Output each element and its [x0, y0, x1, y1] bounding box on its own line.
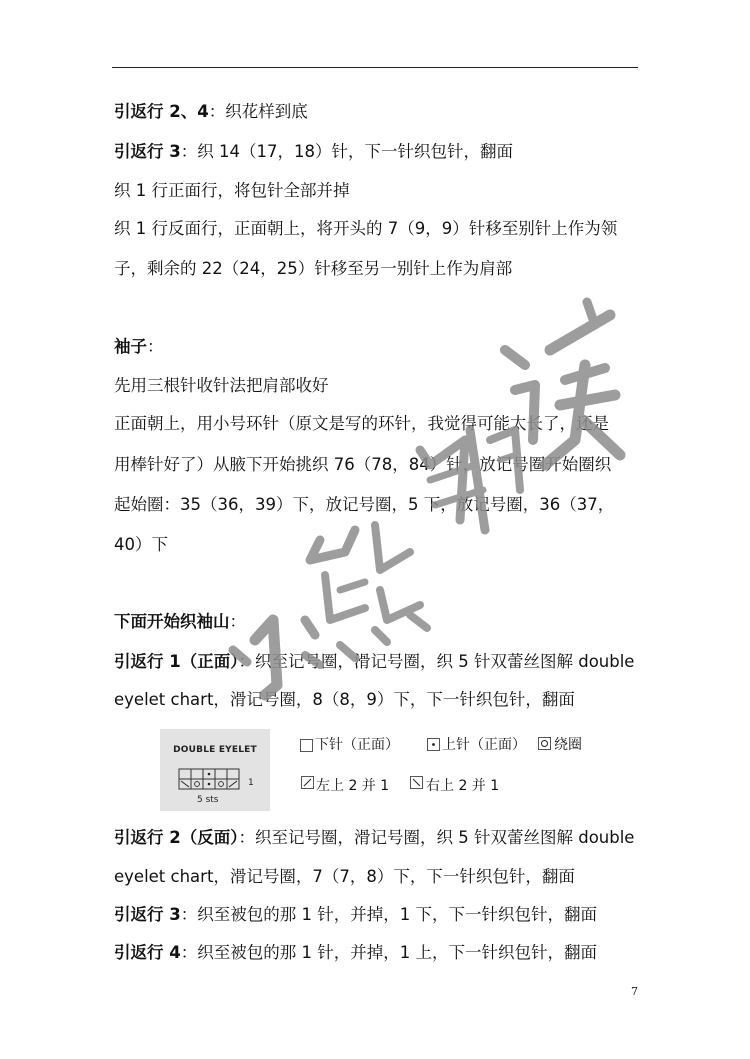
- line-text: 40）下: [114, 535, 168, 554]
- double-eyelet-chart: [160, 729, 270, 811]
- text-line-10: [114, 494, 614, 516]
- text-line-16: [114, 866, 575, 888]
- line-text: ：: [147, 337, 164, 356]
- line-text: 用棒针好了）从腋下开始挑织 76（78，84）针，放记号圈开始圈织: [114, 455, 612, 474]
- knit-symbol-icon: [300, 739, 313, 752]
- chart-row-number: 1: [248, 778, 254, 788]
- line-text: ：织 14（17，18）针，下一针织包针，翻面: [180, 142, 513, 161]
- line-label: 袖子: [114, 337, 147, 356]
- header-rule: [112, 67, 638, 68]
- text-line-5: [114, 258, 512, 280]
- page-number: 7: [631, 985, 638, 998]
- line-text: 织 1 行正面行，将包针全部并掉: [114, 181, 350, 200]
- line-label: 引返行 3: [114, 142, 181, 161]
- text-line-11: [114, 534, 168, 556]
- line-text: ：织至记号圈，滑记号圈，织 5 针双蕾丝图解 double: [238, 828, 635, 847]
- line-text: 织 1 行反面行，正面朝上，将开头的 7（9，9）针移至别针上作为领: [114, 219, 618, 238]
- line-text: ：: [229, 612, 246, 631]
- line-text: ：织至记号圈，滑记号圈，织 5 针双蕾丝图解 double: [238, 652, 635, 671]
- line-text: ：织至被包的那 1 针，并掉，1 下，下一针织包针，翻面: [180, 905, 597, 924]
- ssk-symbol-icon: [410, 776, 423, 789]
- text-line-9: [114, 454, 611, 476]
- line-label: 引返行 2、4: [114, 102, 209, 121]
- yarn-over-symbol-icon: [538, 737, 551, 750]
- text-line-17: [114, 904, 597, 926]
- text-line-3: [114, 180, 350, 202]
- line-text: 先用三根针收针法把肩部收好: [114, 376, 329, 395]
- text-line-4: [114, 218, 617, 240]
- legend-k2tog: 左上 2 并 1: [316, 778, 390, 794]
- legend-purl: 上针（正面）: [442, 737, 526, 753]
- legend-knit: 下针（正面）: [315, 737, 399, 753]
- text-line-14: [114, 689, 575, 711]
- line-text: 起始圈：35（36，39）下，放记号圈，5 下，放记号圈，36（37，: [114, 495, 615, 514]
- line-text: ：织花样到底: [208, 102, 308, 121]
- line-label: 下面开始织袖山: [114, 612, 230, 631]
- text-line-2: [114, 141, 513, 163]
- line-text: ：织至被包的那 1 针，并掉，1 上，下一针织包针，翻面: [180, 943, 597, 962]
- chart-stitch-count: 5 sts: [197, 795, 219, 805]
- line-text: 正面朝上，用小号环针（原文是写的环针，我觉得可能太长了，还是: [114, 414, 609, 433]
- purl-symbol-icon: [427, 738, 440, 751]
- sleeve-cap-heading: [114, 611, 246, 633]
- text-line-1: [114, 101, 308, 123]
- text-line-15: [114, 827, 634, 849]
- line-text: 子，剩余的 22（24，25）针移至另一别针上作为肩部: [114, 259, 513, 278]
- text-line-8: [114, 413, 609, 435]
- line-text: eyelet chart，滑记号圈，7（7，8）下，下一针织包针，翻面: [114, 867, 575, 886]
- line-label: 引返行 1（正面）: [114, 652, 239, 671]
- sleeve-heading: [114, 336, 164, 358]
- line-label: 引返行 2（反面）: [114, 828, 239, 847]
- line-text: eyelet chart，滑记号圈，8（8，9）下，下一针织包针，翻面: [114, 690, 575, 709]
- line-label: 引返行 4: [114, 943, 181, 962]
- legend-yarn-over: 绕圈: [554, 737, 582, 753]
- text-line-18: [114, 942, 597, 964]
- text-line-7: [114, 375, 329, 397]
- chart-title: DOUBLE EYELET: [173, 745, 257, 755]
- legend-ssk: 右上 2 并 1: [426, 778, 500, 794]
- line-label: 引返行 3: [114, 905, 181, 924]
- text-line-13: [114, 651, 634, 673]
- k2tog-symbol-icon: [301, 776, 314, 789]
